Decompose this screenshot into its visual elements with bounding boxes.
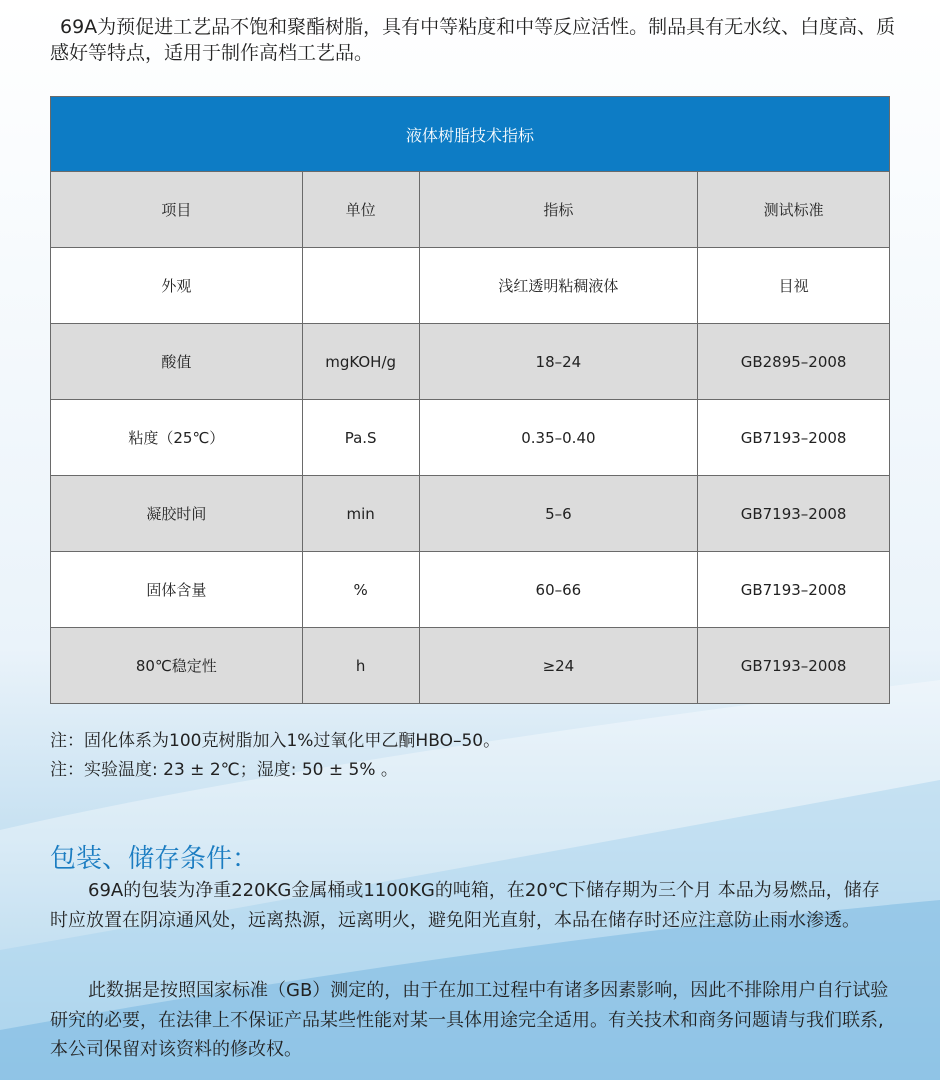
disclaimer-paragraph: 此数据是按照国家标准（GB）测定的，由于在加工过程中有诸多因素影响，因此不排除用户自行试验研究的必要，在法律上不保证产品某些性能对某一具体用途完全适用。有关技术和商务问题请与我们联系,本公司保留对该资料的修改权。: [50, 980, 889, 1060]
table-cell: 18–24: [419, 324, 698, 400]
table-cell: GB7193–2008: [698, 628, 890, 704]
table-cell: mgKOH/g: [302, 324, 419, 400]
table-row: [51, 628, 890, 704]
table-cell: Pa.S: [302, 400, 419, 476]
table-cell: GB7193–2008: [698, 552, 890, 628]
notes: [50, 727, 500, 785]
header-item: 项目: [51, 172, 303, 248]
table-cell: 0.35–0.40: [419, 400, 698, 476]
table-row: [51, 324, 890, 400]
header-standard: 测试标准: [698, 172, 890, 248]
table-cell: 酸值: [51, 324, 303, 400]
table-row: [51, 400, 890, 476]
header-unit: 单位: [302, 172, 419, 248]
table-cell: 固体含量: [51, 552, 303, 628]
table-row: [51, 476, 890, 552]
table-header-row: [51, 172, 890, 248]
packaging-paragraph: 69A的包装为净重220KG金属桶或1100KG的吨箱，在20℃下储存期为三个月 本品为易燃品，储存时应放置在阴凉通风处，远离热源，远离明火，避免阳光直射，本品在储存时还应注意防止雨水渗透。: [50, 880, 880, 931]
table-cell: 80℃稳定性: [51, 628, 303, 704]
table-cell: h: [302, 628, 419, 704]
section-heading: 包装、储存条件：: [50, 844, 259, 874]
table-cell: 5–6: [419, 476, 698, 552]
table-cell: 粘度（25℃）: [51, 400, 303, 476]
table-cell: GB7193–2008: [698, 400, 890, 476]
header-spec: 指标: [419, 172, 698, 248]
table-cell: 目视: [698, 248, 890, 324]
table-cell: %: [302, 552, 419, 628]
table-cell: 外观: [51, 248, 303, 324]
table-cell: ≥24: [419, 628, 698, 704]
table-cell: GB2895–2008: [698, 324, 890, 400]
intro-paragraph: 69A为预促进工艺品不饱和聚酯树脂，具有中等粘度和中等反应活性。制品具有无水纹、白度高、质感好等特点，适用于制作高档工艺品。: [50, 16, 896, 64]
table-cell: GB7193–2008: [698, 476, 890, 552]
spec-table: [50, 96, 890, 704]
table-row: [51, 248, 890, 324]
table-cell: min: [302, 476, 419, 552]
table-cell: 60–66: [419, 552, 698, 628]
table-cell: 浅红透明粘稠液体: [419, 248, 698, 324]
table-cell: [302, 248, 419, 324]
table-cell: 凝胶时间: [51, 476, 303, 552]
table-row: [51, 552, 890, 628]
note: 注：实验温度: 23 ± 2℃；湿度: 50 ± 5% 。: [50, 760, 398, 780]
note: 注：固化体系为100克树脂加入1%过氧化甲乙酮HBO–50。: [50, 731, 501, 751]
table-title: 液体树脂技术指标: [51, 97, 890, 172]
